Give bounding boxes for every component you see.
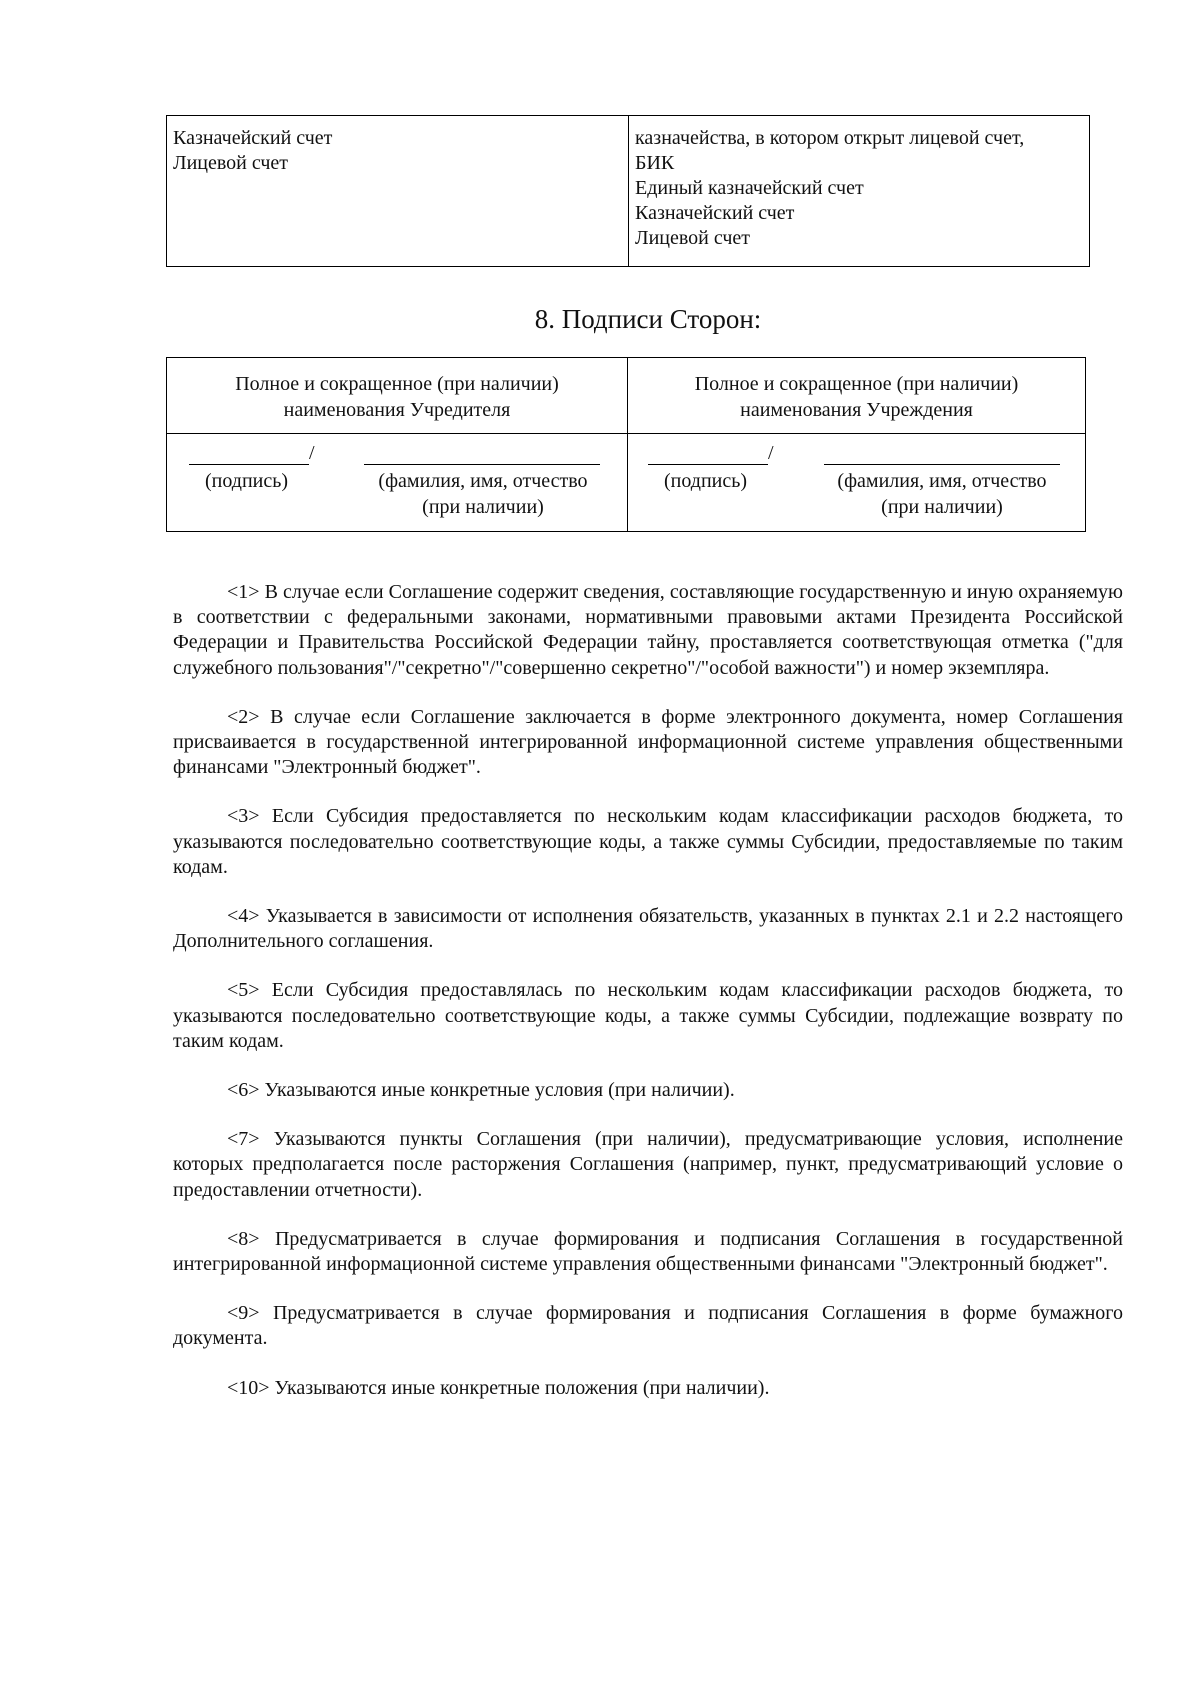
signature-blank-line xyxy=(189,464,309,465)
institution-header-line: наименования Учреждения xyxy=(740,399,973,421)
founder-header xyxy=(167,358,628,433)
footnote: <6> Указываются иные конкретные условия (при наличии). xyxy=(227,1079,735,1102)
institution-header xyxy=(628,358,1085,433)
footnote: <10> Указываются иные конкретные положения (при наличии). xyxy=(227,1376,770,1399)
footnote: <4> Указывается в зависимости от исполнения обязательств, указанных в пунктах 2.1 и 2.2 настоящего Дополнительного соглашения. xyxy=(173,905,1123,953)
name-label-optional: (при наличии) xyxy=(422,496,544,518)
institution-header-line: Полное и сокращенное (при наличии) xyxy=(694,373,1019,395)
name-label: (фамилия, имя, отчество xyxy=(378,470,588,492)
footnote: <1> В случае если Соглашение содержит сведения, составляющие государственную и иную охраняемую в соответствии с федеральными законами, нормативными правовыми актами Президента Российской Федерации и Правительства Российской Федерации тайну, проставляется соответствующая отметка ("для служебного пользования"/"секретно"/"совершенно секретно"/"особой важности") и номер экземпляра. xyxy=(173,581,1123,679)
requisites-right-line: БИК xyxy=(635,152,675,174)
footnote: <7> Указываются пункты Соглашения (при наличии), предусматривающие условия, исполнение которых предполагается после расторжения Соглашения (например, пункт, предусматривающий условие о предоставлении отчетности). xyxy=(173,1128,1123,1201)
name-label: (фамилия, имя, отчество xyxy=(837,470,1047,492)
requisites-right-line: Лицевой счет xyxy=(635,227,751,249)
founder-signature-cell xyxy=(167,434,628,532)
section-title: 8. Подписи Сторон: xyxy=(534,304,762,334)
signatures-body-row xyxy=(167,434,1085,532)
name-label-optional: (при наличии) xyxy=(881,496,1003,518)
slash-separator: / xyxy=(309,442,315,464)
name-blank-line xyxy=(824,464,1060,465)
signatures-header-row xyxy=(167,358,1085,434)
founder-header-line: Полное и сокращенное (при наличии) xyxy=(235,373,559,395)
requisites-right-line: казначейства, в котором открыт лицевой счет, xyxy=(635,127,1025,149)
requisites-right-line: Единый казначейский счет xyxy=(635,177,864,199)
requisites-right-cell xyxy=(629,116,1089,266)
footnote: <2> В случае если Соглашение заключается в форме электронного документа, номер Соглашения присваивается в государственной интегрированной информационной системе управления общественными финансами "Электронный бюджет". xyxy=(173,705,1123,779)
signature-label: (подпись) xyxy=(205,470,289,492)
requisites-right-line: Казначейский счет xyxy=(635,202,795,224)
requisites-left-line: Лицевой счет xyxy=(173,152,289,174)
name-blank-line xyxy=(364,464,600,465)
footnote: <5> Если Субсидия предоставлялась по нескольким кодам классификации расходов бюджета, то указываются последовательно соответствующие коды, а также суммы Субсидии, подлежащие возврату по таким кодам. xyxy=(173,979,1123,1052)
footnote: <8> Предусматривается в случае формирования и подписания Соглашения в государственной интегрированной информационной системе управления общественными финансами "Электронный бюджет". xyxy=(173,1227,1123,1276)
signature-label: (подпись) xyxy=(664,470,748,492)
founder-header-line: наименования Учредителя xyxy=(283,399,511,421)
footnote: <9> Предусматривается в случае формирования и подписания Соглашения в форме бумажного документа. xyxy=(173,1302,1123,1350)
signatures-table xyxy=(166,357,1086,532)
signature-blank-line xyxy=(648,464,768,465)
footnotes xyxy=(173,580,1123,1425)
slash-separator: / xyxy=(768,442,774,464)
footnote: <3> Если Субсидия предоставляется по нескольким кодам классификации расходов бюджета, то указываются последовательно соответствующие коды, а также суммы Субсидии, предоставляемые по таким кодам. xyxy=(173,805,1123,878)
requisites-left-line: Казначейский счет xyxy=(173,127,333,149)
institution-signature-cell xyxy=(628,434,1085,532)
requisites-table xyxy=(166,115,1090,267)
requisites-left-cell xyxy=(167,116,629,266)
